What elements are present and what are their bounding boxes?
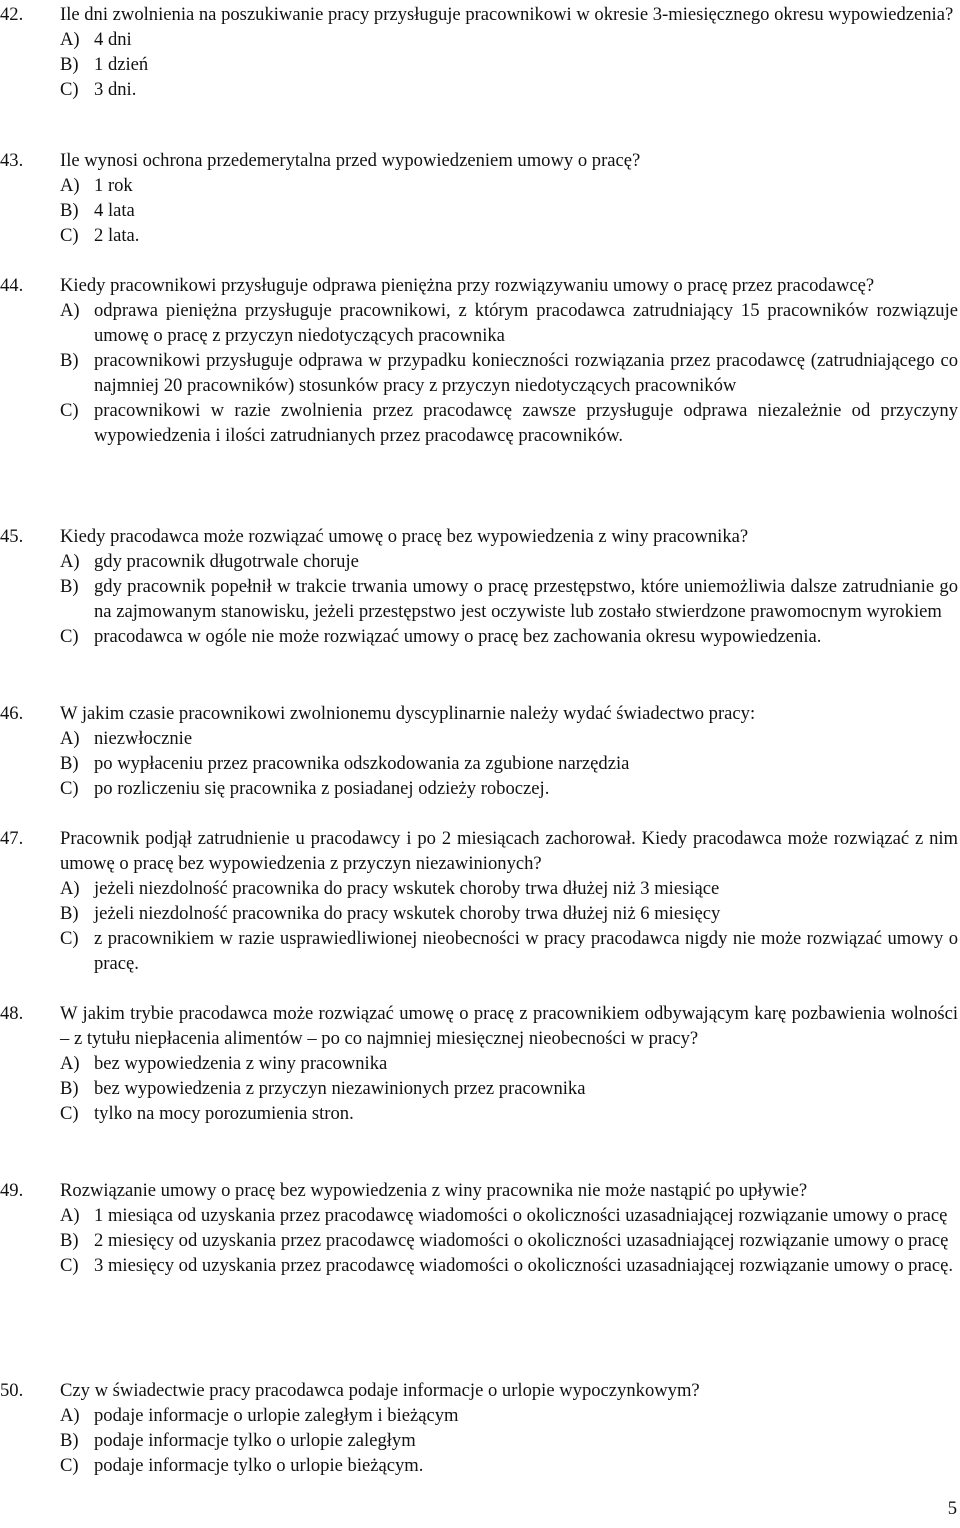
answer-option [0,1228,958,1253]
question-text: Kiedy pracodawca może rozwiązać umowę o pracę bez wypowiedzenia z winy pracownika? [60,526,749,547]
answer-option [0,77,958,102]
answer-option [0,1076,958,1101]
question-text: Rozwiązanie umowy o pracę bez wypowiedzenia z winy pracownika nie może nastąpić po upływie? [60,1180,808,1201]
question-number: 50. [0,1380,24,1401]
answer-letter: C) [60,400,79,421]
answer-text: jeżeli niezdolność pracownika do pracy wskutek choroby trwa dłużej niż 6 miesięcy [94,903,721,924]
answer-text: pracownikowi w razie zwolnienia przez pracodawcę zawsze przysługuje odprawa niezależnie od przyczyny wypowiedzenia i ilości zatrudnianych przez pracodawcę pracowników. [94,400,958,446]
answer-text: 1 dzień [94,54,149,75]
answer-list [0,1403,960,1478]
answer-option [0,876,958,901]
answer-letter: A) [60,300,80,321]
question-48 [0,1001,960,1126]
answer-letter: A) [60,1205,80,1226]
answer-text: bez wypowiedzenia z winy pracownika [94,1053,388,1074]
answer-option [0,751,958,776]
question-number: 45. [0,526,24,547]
answer-letter: A) [60,29,80,50]
answer-list [0,1203,960,1278]
answer-letter: C) [60,1103,79,1124]
answer-letter: B) [60,1230,79,1251]
question-text: W jakim trybie pracodawca może rozwiązać umowę o pracę z pracownikiem odbywającym karę pozbawienia wolności – z tytułu niepłacenia alimentów – po co najmniej miesięcznej nieobecności w pracy? [60,1003,958,1049]
answer-list [0,27,960,102]
answer-letter: B) [60,753,79,774]
answer-text: podaje informacje o urlopie zaległym i bieżącym [94,1405,459,1426]
question-text: Kiedy pracownikowi przysługuje odprawa pieniężna przy rozwiązywaniu umowy o pracę przez pracodawcę? [60,275,875,296]
answer-letter: C) [60,928,79,949]
answer-text: 4 lata [94,200,135,221]
question-46 [0,701,960,801]
answer-text: odprawa pieniężna przysługuje pracownikowi, z którym pracodawca zatrudniający 15 pracowników rozwiązuje umowę o pracę z przyczyn niedotyczących pracownika [94,300,958,346]
answer-letter: B) [60,54,79,75]
answer-option [0,1101,958,1126]
question-number: 44. [0,275,24,296]
answer-option [0,223,958,248]
answer-option [0,926,958,976]
answer-text: bez wypowiedzenia z przyczyn niezawinionych przez pracownika [94,1078,586,1099]
question-text: Ile wynosi ochrona przedemerytalna przed wypowiedzeniem umowy o pracę? [60,150,641,171]
question-44 [0,273,960,448]
answer-option [0,549,958,574]
answer-letter: B) [60,576,79,597]
answer-text: po rozliczeniu się pracownika z posiadanej odzieży roboczej. [94,778,550,799]
answer-text: z pracownikiem w razie usprawiedliwionej nieobecności w pracy pracodawca nigdy nie może rozwiązać umowy o pracę. [94,928,958,974]
answer-list [0,726,960,801]
answer-letter: C) [60,225,79,246]
answer-letter: A) [60,175,80,196]
answer-text: 1 rok [94,175,133,196]
answer-letter: B) [60,350,79,371]
answer-text: pracownikowi przysługuje odprawa w przypadku konieczności rozwiązania przez pracodawcę (zatrudniającego co najmniej 20 pracowników) stosunków pracy z przyczyn niedotyczących pracowników [94,350,958,396]
answer-option [0,1253,958,1278]
question-42 [0,2,960,102]
answer-option [0,173,958,198]
question-text: W jakim czasie pracownikowi zwolnionemu dyscyplinarnie należy wydać świadectwo pracy: [60,703,756,724]
answer-option [0,574,958,624]
answer-option [0,776,958,801]
answer-letter: C) [60,1255,79,1276]
question-number: 49. [0,1180,24,1201]
answer-letter: A) [60,1053,80,1074]
answer-letter: B) [60,1078,79,1099]
answer-option [0,1203,958,1228]
answer-text: 1 miesiąca od uzyskania przez pracodawcę wiadomości o okoliczności uzasadniającej rozwiązanie umowy o pracę [94,1205,948,1226]
answer-text: po wypłaceniu przez pracownika odszkodowania za zgubione narzędzia [94,753,630,774]
answer-letter: C) [60,626,79,647]
answer-option [0,198,958,223]
answer-letter: C) [60,79,79,100]
answer-option [0,298,958,348]
question-number: 42. [0,4,24,25]
question-text: Czy w świadectwie pracy pracodawca podaje informacje o urlopie wypoczynkowym? [60,1380,700,1401]
page-number: 5 [947,1498,957,1519]
answer-list [0,549,960,649]
answer-list [0,876,960,976]
answer-list [0,173,960,248]
answer-letter: C) [60,1455,79,1476]
answer-option [0,27,958,52]
answer-letter: C) [60,778,79,799]
answer-option [0,1403,958,1428]
answer-option [0,624,958,649]
answer-letter: A) [60,728,80,749]
answer-text: pracodawca w ogóle nie może rozwiązać umowy o pracę bez zachowania okresu wypowiedzenia. [94,626,822,647]
question-number: 43. [0,150,24,171]
question-43 [0,148,960,248]
answer-text: 4 dni [94,29,132,50]
question-number: 46. [0,703,24,724]
answer-text: 2 lata. [94,225,140,246]
answer-letter: A) [60,1405,80,1426]
answer-text: podaje informacje tylko o urlopie bieżącym. [94,1455,424,1476]
answer-option [0,1051,958,1076]
answer-text: gdy pracownik długotrwale choruje [94,551,359,572]
question-50 [0,1378,960,1478]
answer-text: 2 miesięcy od uzyskania przez pracodawcę wiadomości o okoliczności uzasadniającej rozwiązanie umowy o pracę [94,1230,949,1251]
answer-text: podaje informacje tylko o urlopie zaległym [94,1430,416,1451]
answer-letter: B) [60,903,79,924]
answer-text: 3 dni. [94,79,137,100]
question-number: 47. [0,828,24,849]
answer-option [0,52,958,77]
answer-text: 3 miesięcy od uzyskania przez pracodawcę wiadomości o okoliczności uzasadniającej rozwiązanie umowy o pracę. [94,1255,954,1276]
question-text: Ile dni zwolnienia na poszukiwanie pracy przysługuje pracownikowi w okresie 3-miesięcznego okresu wypowiedzenia? [60,4,954,25]
question-number: 48. [0,1003,24,1024]
answer-list [0,1051,960,1126]
question-text: Pracownik podjął zatrudnienie u pracodawcy i po 2 miesiącach zachorował. Kiedy pracodawca może rozwiązać z nim umowę o pracę bez wypowiedzenia z przyczyn niezawinionych? [60,828,958,874]
answer-text: tylko na mocy porozumienia stron. [94,1103,354,1124]
answer-letter: B) [60,1430,79,1451]
question-47 [0,826,960,976]
answer-text: jeżeli niezdolność pracownika do pracy wskutek choroby trwa dłużej niż 3 miesiące [94,878,720,899]
question-45 [0,524,960,649]
answer-text: niezwłocznie [94,728,193,749]
answer-list [0,298,960,448]
question-49 [0,1178,960,1278]
answer-option [0,398,958,448]
answer-letter: A) [60,878,80,899]
answer-text: gdy pracownik popełnił w trakcie trwania umowy o pracę przestępstwo, które uniemożliwia dalsze zatrudnianie go na zajmowanym stanowisku, jeżeli przestępstwo jest oczywiste lub zostało stwierdzone prawomocnym wyrokiem [94,576,958,622]
answer-option [0,901,958,926]
answer-option [0,348,958,398]
answer-option [0,1453,958,1478]
answer-letter: B) [60,200,79,221]
answer-option [0,726,958,751]
answer-option [0,1428,958,1453]
answer-letter: A) [60,551,80,572]
